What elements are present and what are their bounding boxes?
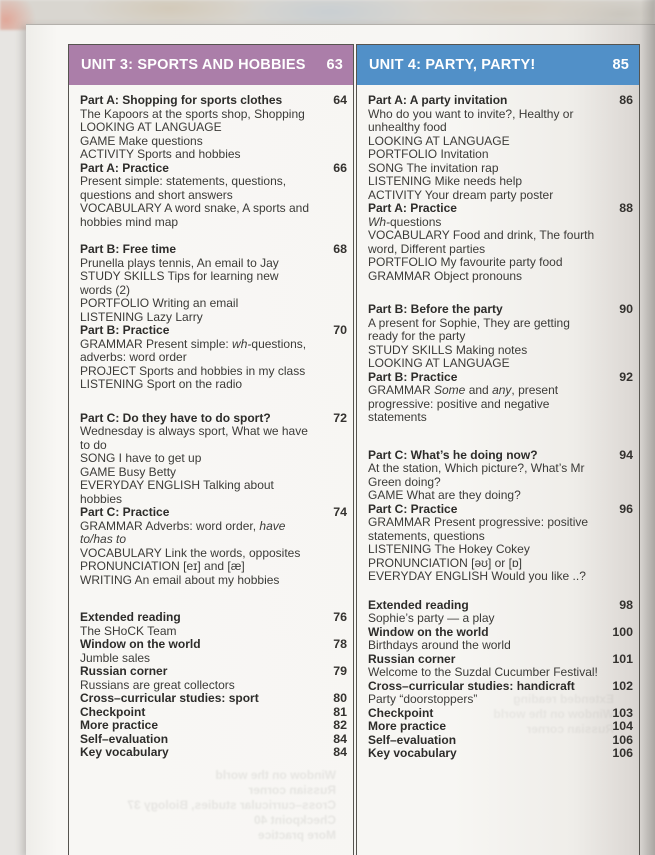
toc-entry [80, 243, 347, 324]
toc-section [80, 243, 347, 392]
toc-entry-page: 96 [619, 501, 633, 516]
page-curl-shadow [641, 0, 655, 855]
italic-text: Some [434, 383, 466, 397]
toc-entry-text [80, 412, 317, 507]
toc-entry-title: Part B: Practice [368, 369, 458, 384]
toc-entry [80, 692, 347, 706]
toc-entry-text [80, 324, 317, 392]
toc-entry-line: GRAMMAR Some and any, present progressive: positive and negative statements [368, 383, 559, 424]
toc-entry-page: 78 [333, 637, 347, 651]
toc-entry [80, 665, 347, 692]
toc-entry-text [368, 94, 603, 202]
toc-entry [368, 303, 633, 371]
toc-section [368, 449, 633, 584]
toc-section [368, 94, 633, 283]
toc-entry-line: Who do you want to invite?, Healthy or unhealthy food [368, 106, 574, 134]
toc-body [357, 85, 639, 761]
toc-entry-line: Party “doorstoppers” [368, 692, 478, 706]
toc-entry-line: Prunella plays tennis, An email to Jay [80, 255, 279, 270]
toc-entry-title: Russian corner [368, 651, 456, 666]
toc-entry-line: VOCABULARY Link the words, opposites [80, 545, 301, 560]
toc-entry-page: 64 [333, 93, 347, 107]
toc-entry-text [80, 94, 317, 162]
toc-entry-page: 104 [612, 719, 633, 733]
toc-entry-line: VOCABULARY Food and drink, The fourth word, Different parties [368, 228, 595, 256]
toc-entry-line: Wednesday is always sport, What we have to do [80, 424, 308, 452]
toc-entry-line: PORTFOLIO Invitation [368, 147, 489, 161]
toc-entry-line: Welcome to the Suzdal Cucumber Festival! [368, 665, 598, 679]
toc-entry-page: 101 [612, 651, 633, 666]
toc-entry-line: LOOKING AT LANGUAGE [368, 356, 510, 370]
toc-entry [80, 746, 347, 760]
toc-entry-line: STUDY SKILLS Making notes [368, 342, 528, 357]
unit-page-number: 85 [612, 57, 629, 73]
toc-entry-page: 68 [333, 242, 347, 256]
toc-entry-title: Part C: Do they have to do sport? [80, 410, 271, 425]
unit-header [357, 45, 639, 85]
toc-entry-title: Self–evaluation [80, 731, 169, 746]
toc-column-unit3 [68, 44, 354, 855]
toc-entry-title: Cross–curricular studies: sport [80, 691, 259, 705]
toc-entry [80, 706, 347, 720]
toc-entry-text [368, 202, 603, 283]
toc-entry-text [368, 599, 603, 626]
unit-title: UNIT 4: PARTY, PARTY! [369, 57, 536, 73]
toc-entry-text [80, 611, 317, 638]
toc-entry-title: Part A: Shopping for sports clothes [80, 93, 283, 107]
toc-entry-text [80, 243, 317, 324]
bleed-through-line: Checkpoint 40 [253, 813, 336, 827]
toc-entry-line: Wh-questions [368, 214, 442, 229]
toc-entry-text [80, 692, 317, 706]
toc-entry-line: The Kapoors at the sports shop, Shopping [80, 106, 305, 121]
toc-entry-title: Part A: Practice [368, 201, 457, 215]
toc-entry-page: 90 [619, 302, 633, 316]
toc-entry-title: Key vocabulary [368, 746, 457, 760]
toc-entry-text [80, 719, 317, 733]
toc-entry-title: Extended reading [368, 597, 469, 612]
toc-entry-text [368, 303, 603, 371]
toc-entry-title: Part C: What’s he doing now? [368, 447, 538, 462]
toc-entry-title: Part C: Practice [368, 501, 458, 516]
toc-entry-title: More practice [80, 718, 159, 732]
toc-entry [80, 733, 347, 747]
unit-page-number: 63 [326, 57, 343, 73]
toc-entry-line: GRAMMAR Present simple: wh-questions, adverbs: word order [80, 336, 307, 364]
toc-entry-line: WRITING An email about my hobbies [80, 572, 280, 587]
toc-entry-page: 66 [333, 160, 347, 175]
italic-text: Wh- [368, 214, 390, 229]
toc-entry-title: Self–evaluation [368, 732, 457, 747]
toc-entry [368, 371, 633, 425]
toc-entry-page: 84 [333, 731, 347, 746]
toc-entry-page: 106 [612, 746, 633, 760]
toc-entry-page: 92 [619, 369, 633, 384]
toc-entry-title: Extended reading [80, 610, 181, 624]
toc-entry-page: 82 [333, 718, 347, 732]
toc-entry-text [80, 506, 317, 587]
toc-entry-line: VOCABULARY A word snake, A sports and hobbies mind map [80, 201, 310, 229]
toc-entry [368, 202, 633, 283]
toc-entry-line: GAME Busy Betty [80, 464, 177, 479]
toc-entry-line: PRONUNCIATION [eɪ] and [æ] [80, 559, 245, 573]
toc-entry-text [80, 665, 317, 692]
toc-entry-title: Part B: Practice [80, 323, 170, 337]
toc-entry-line: Jumble sales [80, 650, 151, 665]
italic-text: any [492, 383, 512, 397]
toc-entry-page: 81 [333, 704, 347, 719]
toc-entry-line: PRONUNCIATION [əʊ] or [ɒ] [368, 555, 522, 570]
toc-entry [80, 162, 347, 230]
toc-entry-line: Russians are great collectors [80, 677, 235, 692]
toc-entry-line: PORTFOLIO My favourite party food [368, 255, 563, 269]
toc-entry [368, 653, 633, 680]
toc-entry-line: SONG I have to get up [80, 451, 202, 465]
toc-entry-line: Present simple: statements, questions, questions and short answers [80, 174, 287, 202]
toc-entry-title: Part C: Practice [80, 505, 170, 519]
toc-entry [80, 94, 347, 162]
toc-body [69, 85, 353, 760]
toc-entry-line: ACTIVITY Your dream party poster [368, 187, 554, 202]
toc-entry-line: GAME Make questions [80, 133, 203, 148]
toc-entry-text [80, 733, 317, 747]
toc-entry-page: 106 [612, 732, 633, 747]
toc-entry-line: At the station, Which picture?, What’s Mr Green doing? [368, 461, 585, 489]
unit-header [69, 45, 353, 85]
toc-entry-page: 76 [333, 610, 347, 624]
toc-entry-title: Checkpoint [80, 704, 146, 719]
bleed-through-text-left [92, 768, 336, 843]
toc-entry-line: LOOKING AT LANGUAGE [80, 120, 222, 134]
toc-entry-page: 94 [619, 447, 633, 462]
toc-entry [80, 412, 347, 507]
toc-entry [368, 599, 633, 626]
bleed-through-line: Window on the world [493, 707, 614, 721]
toc-entry [368, 503, 633, 584]
bleed-through-line: Extended reading [513, 692, 614, 706]
toc-entry-title: Part A: Practice [80, 160, 169, 175]
toc-entry-page: 80 [333, 691, 347, 705]
toc-section [80, 94, 347, 229]
toc-entry-title: Part A: A party invitation [368, 93, 508, 107]
toc-entry-page: 84 [333, 745, 347, 759]
toc-entry-page: 102 [612, 678, 633, 693]
toc-section [80, 611, 347, 760]
toc-entry [80, 611, 347, 638]
toc-entry [368, 626, 633, 653]
toc-entry-title: Checkpoint [368, 705, 434, 720]
toc-entry-text [368, 449, 603, 503]
bleed-through-line: Window on the world [215, 768, 336, 782]
toc-entry-line: LISTENING Lazy Larry [80, 309, 203, 324]
toc-entry-page: 86 [619, 93, 633, 107]
toc-entry-line: LOOKING AT LANGUAGE [368, 133, 510, 148]
toc-entry-line: LISTENING Mike needs help [368, 174, 523, 188]
toc-entry-line: ACTIVITY Sports and hobbies [80, 147, 241, 161]
bleed-through-line: Russian corner [248, 783, 336, 797]
toc-entry-line: PORTFOLIO Writing an email [80, 296, 239, 310]
toc-entry-line: SONG The invitation rap [368, 160, 499, 175]
toc-entry-title: Part B: Before the party [368, 302, 503, 316]
toc-entry-text [80, 706, 317, 720]
toc-entry-line: PROJECT Sports and hobbies in my class [80, 363, 306, 378]
toc-entry-line: EVERYDAY ENGLISH Talking about hobbies [80, 478, 274, 506]
toc-entry-text [368, 626, 603, 653]
toc-entry-page: 79 [333, 664, 347, 678]
unit-title: UNIT 3: SPORTS AND HOBBIES [81, 57, 306, 73]
toc-entry-title: Window on the world [368, 624, 489, 639]
toc-entry-page: 72 [333, 410, 347, 425]
bleed-through-line: Russian corner [526, 722, 614, 736]
toc-entry [368, 747, 633, 761]
toc-entry-line: GRAMMAR Object pronouns [368, 268, 523, 283]
toc-entry [80, 638, 347, 665]
italic-text: have to/has to [80, 518, 286, 546]
bleed-through-text-right [382, 692, 614, 737]
italic-text: wh- [232, 336, 252, 351]
toc-entry-text [80, 162, 317, 230]
toc-entry-line: GAME What are they doing? [368, 488, 521, 502]
bleed-through-line: More practice [257, 828, 336, 842]
toc-entry-title: Key vocabulary [80, 745, 169, 759]
toc-entry-title: Window on the world [80, 637, 201, 651]
toc-entry-page: 103 [612, 705, 633, 720]
toc-entry-title: Part B: Free time [80, 242, 177, 256]
bleed-through-line: Cross–curricular studies, Biology 37 [127, 798, 336, 812]
toc-entry-line: EVERYDAY ENGLISH Would you like ..? [368, 569, 586, 583]
toc-entry-title: Russian corner [80, 664, 168, 678]
toc-entry-line: Sophie’s party — a play [368, 611, 495, 625]
toc-entry [80, 324, 347, 392]
toc-entry-text [368, 503, 603, 584]
toc-entry-line: LISTENING The Hokey Cokey [368, 542, 530, 556]
toc-entry-text [368, 371, 603, 425]
toc-entry [368, 449, 633, 503]
toc-entry [80, 719, 347, 733]
toc-entry [368, 94, 633, 202]
toc-entry-page: 98 [619, 597, 633, 612]
toc-entry-text [368, 653, 603, 680]
toc-entry-text [368, 747, 603, 761]
toc-entry-line: A present for Sophie, They are getting ready for the party [368, 315, 570, 343]
toc-entry-line: GRAMMAR Adverbs: word order, have to/has to [80, 518, 286, 546]
toc-entry-line: GRAMMAR Present progressive: positive statements, questions [368, 515, 589, 543]
toc-entry-page: 74 [333, 505, 347, 519]
toc-entry-title: Cross–curricular studies: handicraft [368, 678, 575, 693]
toc-entry-line: The SHoCK Team [80, 623, 177, 638]
toc-entry [80, 506, 347, 587]
toc-entry-page: 100 [612, 624, 633, 639]
toc-entry-page: 88 [619, 201, 633, 215]
toc-entry-text [80, 746, 317, 760]
toc-section [368, 303, 633, 425]
toc-entry-text [80, 638, 317, 665]
toc-section [80, 412, 347, 588]
toc-entry-line: Birthdays around the world [368, 638, 511, 652]
toc-entry-line: LISTENING Sport on the radio [80, 377, 243, 391]
toc-entry-title: More practice [368, 719, 447, 733]
toc-entry-page: 70 [333, 323, 347, 337]
toc-entry-line: STUDY SKILLS Tips for learning new words (2) [80, 269, 279, 297]
